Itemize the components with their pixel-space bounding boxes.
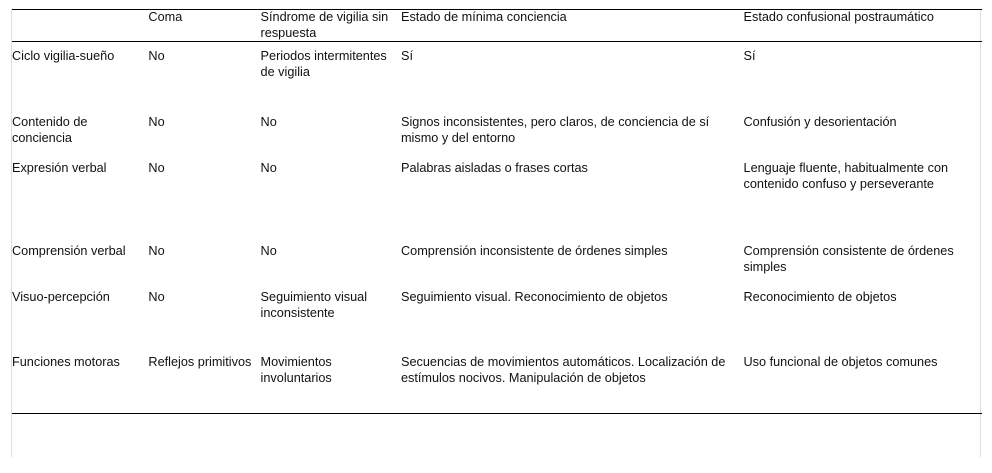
column-header-coma: Coma — [148, 10, 183, 24]
cell-svsr: No — [260, 161, 277, 176]
cell-emc: Seguimiento visual. Reconocimiento de objetos — [400, 290, 668, 305]
table-header — [12, 10, 982, 42]
cell-svsr: Movimientos involuntarios — [260, 355, 332, 385]
column-header-feature — [12, 10, 148, 42]
cell-svsr: Periodos intermitentes de vigilia — [260, 49, 387, 79]
cell-ecp: Sí — [743, 49, 756, 64]
column-header-estado-confusional-postraumatico: Estado confusional postraumático — [743, 10, 934, 24]
row-header-expresion-verbal: Expresión verbal — [12, 161, 107, 176]
cell-emc: Signos inconsistentes, pero claros, de conciencia de sí mismo y del entorno — [400, 115, 710, 145]
cell-ecp: Comprensión consistente de órdenes simples — [743, 244, 954, 274]
cell-svsr: Seguimiento visual inconsistente — [260, 290, 368, 320]
table-body — [12, 42, 982, 414]
cell-svsr: No — [260, 115, 277, 130]
cell-coma: No — [148, 290, 165, 305]
row-header-visuo-percepcion: Visuo-percepción — [12, 290, 110, 305]
table-row — [12, 354, 982, 414]
cell-emc: Sí — [400, 49, 413, 64]
row-header-ciclo-vigilia-sueno: Ciclo vigilia-sueño — [12, 49, 115, 64]
cell-coma: No — [148, 244, 165, 259]
cell-ecp: Uso funcional de objetos comunes — [743, 355, 938, 370]
cell-coma: No — [148, 49, 165, 64]
cell-coma: No — [148, 115, 165, 130]
cell-emc: Comprensión inconsistente de órdenes simples — [400, 244, 668, 259]
cell-emc: Palabras aisladas o frases cortas — [400, 161, 588, 176]
cell-svsr: No — [260, 244, 277, 259]
row-header-comprension-verbal: Comprensión verbal — [12, 244, 126, 259]
cell-coma: Reflejos primitivos — [148, 355, 252, 370]
cell-ecp: Lenguaje fluente, habitualmente con contenido confuso y perseverante — [743, 161, 949, 191]
cell-coma: No — [148, 161, 165, 176]
table-row — [12, 244, 982, 290]
cell-ecp: Reconocimiento de objetos — [743, 290, 897, 305]
row-header-contenido-de-conciencia: Contenido de conciencia — [12, 115, 88, 145]
table-row — [12, 290, 982, 354]
row-header-funciones-motoras: Funciones motoras — [12, 355, 120, 370]
table-row — [12, 115, 982, 161]
table-header-row — [12, 10, 982, 42]
column-header-sindrome-vigilia-sin-respuesta: Síndrome de vigilia sin respuesta — [260, 10, 389, 40]
cell-ecp: Confusión y desorientación — [743, 115, 897, 130]
table-row — [12, 42, 982, 116]
consciousness-states-comparison-table — [12, 9, 982, 414]
comparison-table-container — [11, 9, 981, 457]
table-row — [12, 161, 982, 244]
column-header-estado-minima-conciencia: Estado de mínima conciencia — [400, 10, 567, 24]
cell-emc: Secuencias de movimientos automáticos. Localización de estímulos nocivos. Manipulación de objetos — [400, 355, 726, 385]
